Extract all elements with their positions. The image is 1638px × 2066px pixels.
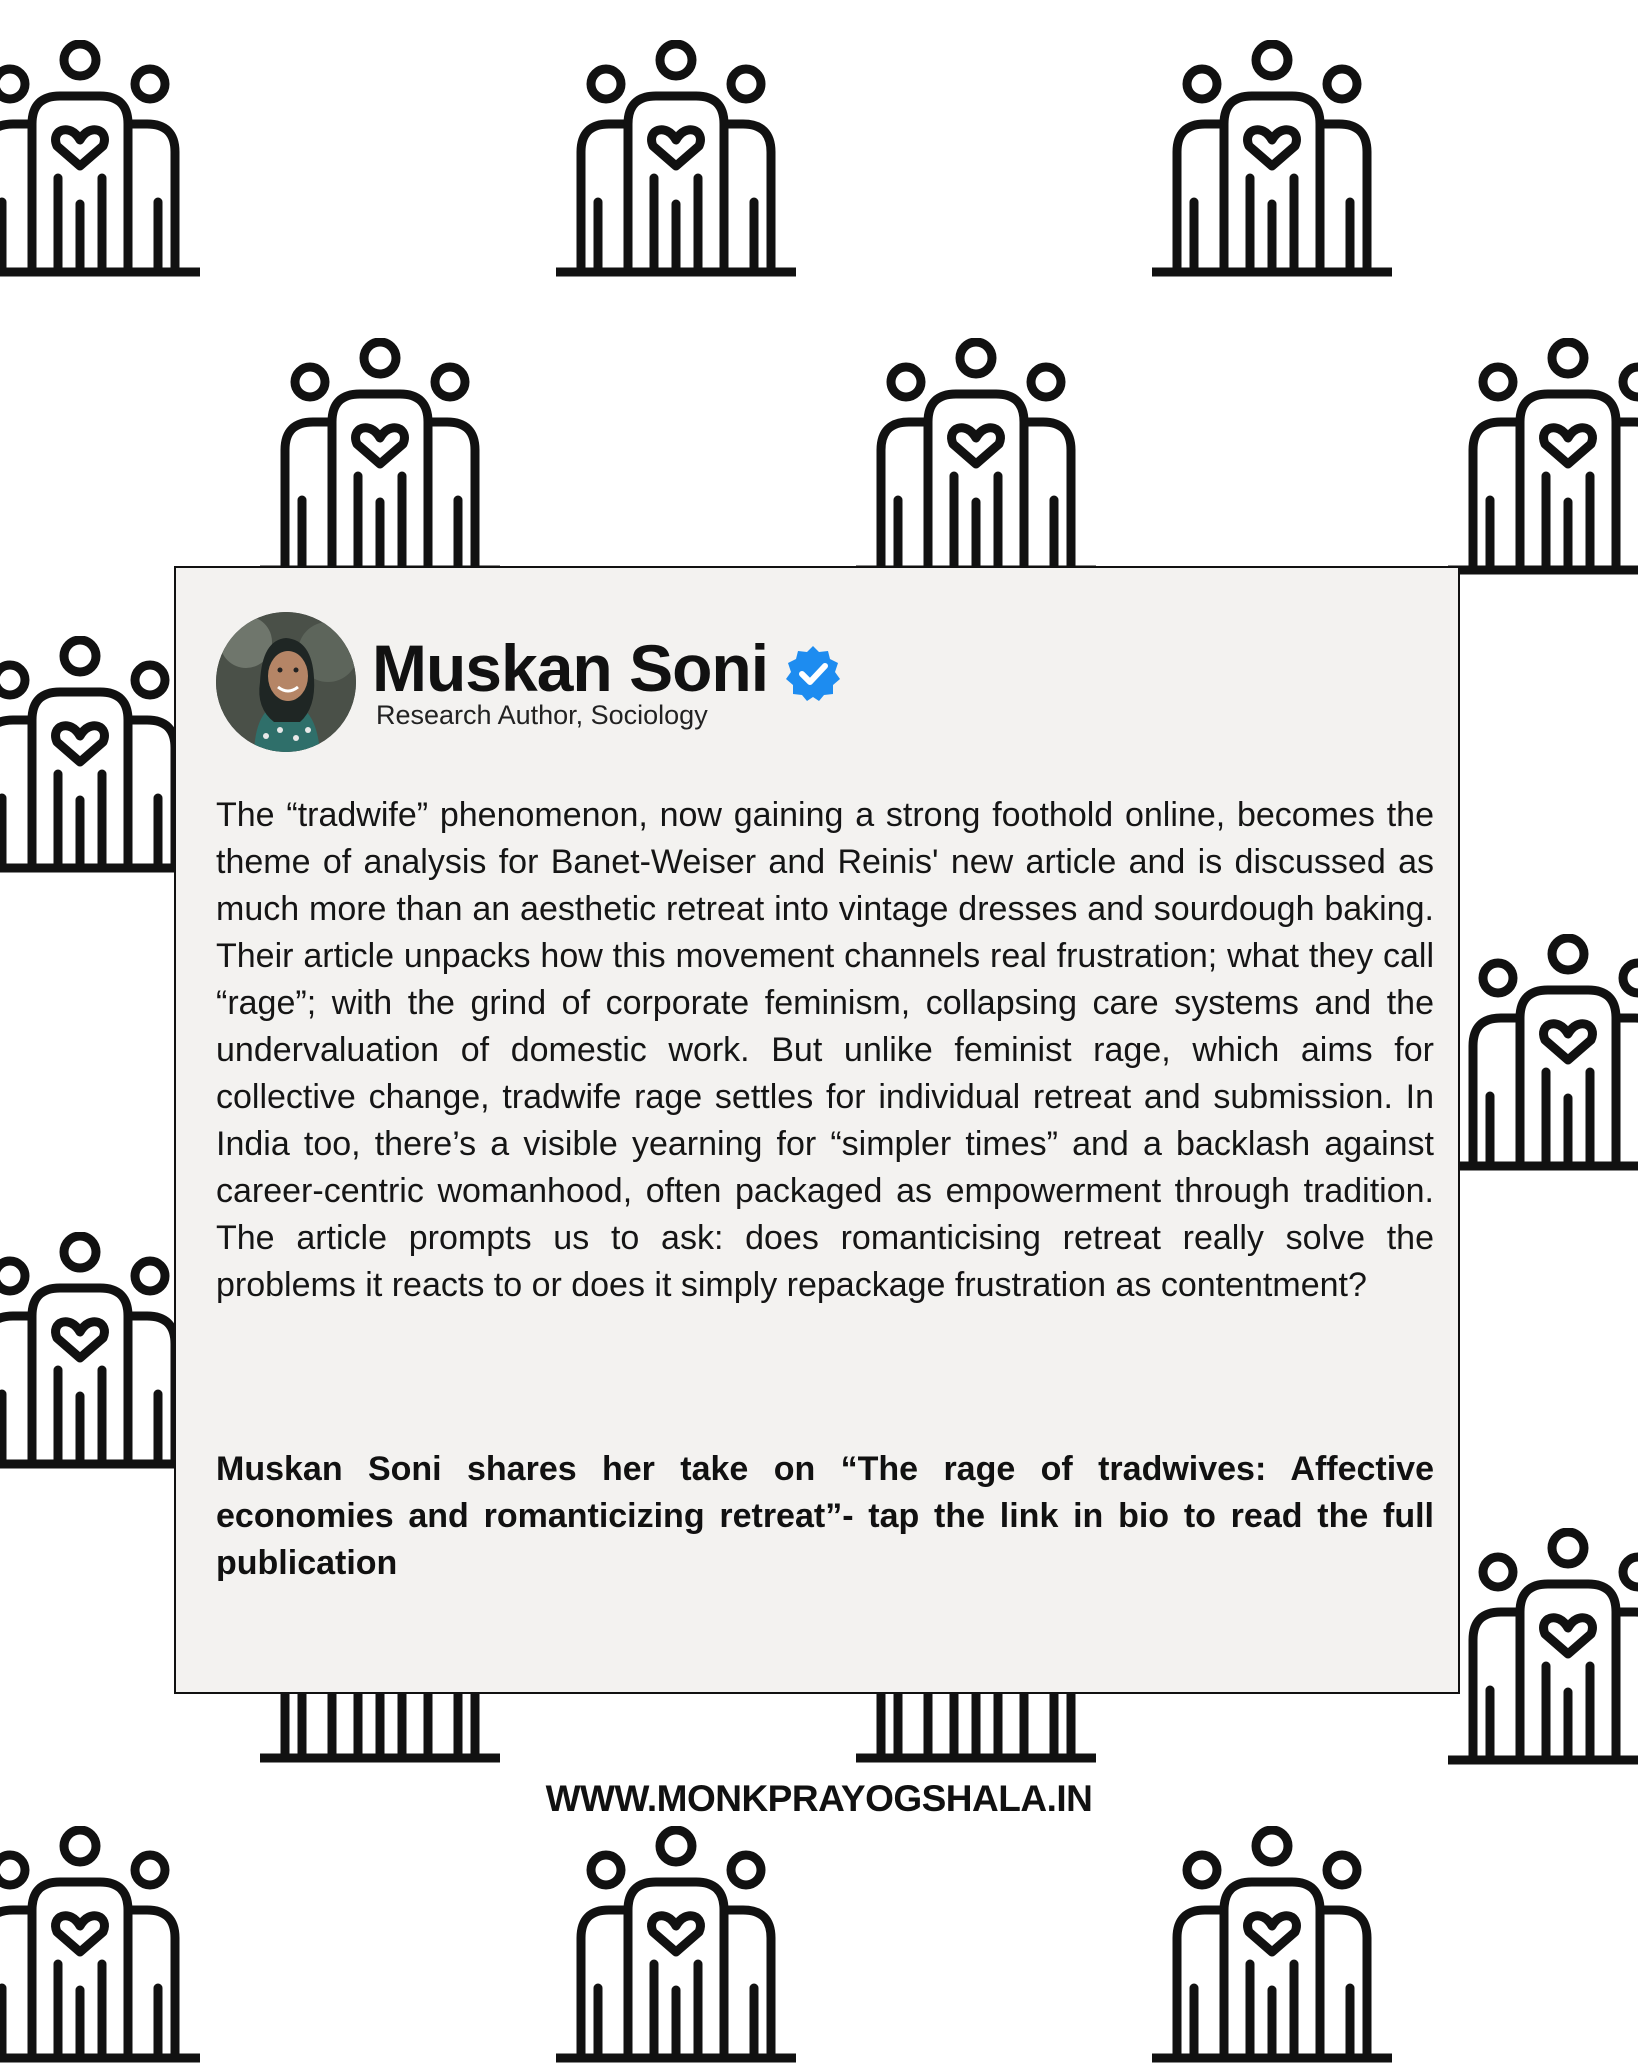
people-heart-icon [0, 636, 200, 876]
people-heart-icon [556, 40, 796, 280]
people-heart-icon [1448, 1528, 1638, 1768]
people-heart-icon [1448, 338, 1638, 578]
call-to-action: Muskan Soni shares her take on “The rage of tradwives: Affective economies and romanticizing retreat”- tap the link in bio to read the full publication [216, 1450, 1434, 1582]
people-heart-icon [856, 338, 1096, 578]
people-heart-icon [1152, 1826, 1392, 2066]
people-heart-icon [0, 1826, 200, 2066]
article-summary: The “tradwife” phenomenon, now gaining a strong foothold online, becomes the theme of analysis for Banet-Weiser and Reinis' new article and is discussed as much more than an aesthetic retreat into vintage dresses and sourdough baking. Their article unpacks how this movement channels real frustration; what they call “rage”; with the grind of corporate feminism, collapsing care systems and the undervaluation of domestic work. But unlike feminist rage, which aims for collective change, tradwife rage settles for individual retreat and submission. In India too, there’s a visible yearning for “simpler times” and a backlash against career-centric womanhood, often packaged as empowerment through tradition. The article prompts us to ask: does romanticising retreat really solve the problems it reacts to or does it simply repackage frustration as contentment? [216, 796, 1434, 1304]
people-heart-icon [1152, 40, 1392, 280]
people-heart-icon [1448, 934, 1638, 1174]
author-role: Research Author, Sociology [376, 700, 708, 730]
people-heart-icon [260, 338, 500, 578]
people-heart-icon [0, 1232, 200, 1472]
people-heart-icon [556, 1826, 796, 2066]
post-card [174, 566, 1460, 1694]
avatar [216, 612, 356, 752]
website-link[interactable]: WWW.MONKPRAYOGSHALA.IN [545, 1778, 1093, 1819]
people-heart-icon [0, 40, 200, 280]
author-name: Muskan Soni [372, 631, 769, 705]
verified-badge-icon [784, 644, 842, 702]
